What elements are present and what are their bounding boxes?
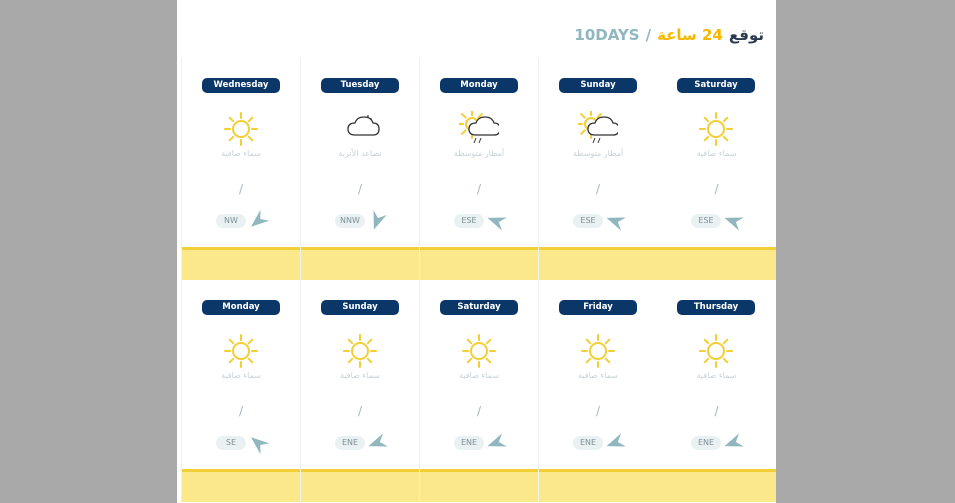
day-card-footer: [301, 247, 419, 280]
wind-direction: ESE: [454, 214, 484, 228]
temperature-separator: /: [714, 182, 719, 196]
wind-arrow-icon: [603, 210, 627, 232]
day-card-body: [420, 280, 538, 470]
wind-info: [335, 210, 395, 232]
day-card-body: [657, 58, 776, 248]
day-card-body: [539, 280, 657, 470]
wind-info: [216, 432, 276, 454]
sun-icon: [696, 333, 736, 369]
day-label: Wednesday: [202, 78, 280, 93]
day-card-footer: [182, 469, 300, 502]
wind-info: [335, 432, 395, 454]
condition-text: سماء صافية: [459, 371, 499, 380]
day-label: Saturday: [440, 300, 518, 315]
sun-cloud-rain-icon: [459, 111, 499, 147]
wind-direction: ENE: [335, 436, 365, 450]
wind-arrow-icon: [246, 432, 270, 454]
wind-arrow-icon: [721, 210, 745, 232]
forecast-row: [177, 58, 776, 280]
wind-arrow-icon: [484, 210, 508, 232]
day-label: Friday: [559, 300, 637, 315]
wind-direction: ENE: [573, 436, 603, 450]
day-card[interactable]: [657, 58, 776, 280]
wind-direction: NW: [216, 214, 246, 228]
day-card-footer: [657, 469, 776, 502]
wind-direction: ENE: [454, 436, 484, 450]
day-card[interactable]: [538, 58, 657, 280]
tab-24-hours[interactable]: 24 ساعة: [657, 26, 723, 44]
day-card[interactable]: [181, 58, 300, 280]
day-card-body: [182, 280, 300, 470]
sun-icon: [459, 333, 499, 369]
day-label: Tuesday: [321, 78, 399, 93]
sun-icon: [578, 333, 618, 369]
forecast-row: [177, 280, 776, 502]
day-label: Thursday: [677, 300, 755, 315]
day-label: Saturday: [677, 78, 755, 93]
sun-cloud-rain-icon: [578, 111, 618, 147]
wind-direction: ENE: [691, 436, 721, 450]
temperature-separator: /: [714, 404, 719, 418]
wind-info: [691, 210, 751, 232]
wind-direction: ESE: [691, 214, 721, 228]
condition-text: سماء صافية: [696, 149, 737, 158]
sun-icon: [340, 333, 380, 369]
temperature-separator: /: [238, 404, 244, 418]
day-card-footer: [301, 469, 419, 502]
day-card-footer: [539, 247, 657, 280]
wind-info: [691, 432, 751, 454]
condition-text: سماء صافية: [696, 371, 737, 380]
day-card[interactable]: [657, 280, 776, 502]
wind-arrow-icon: [246, 210, 270, 232]
day-label: Monday: [202, 300, 280, 315]
forecast-header: [574, 24, 764, 46]
condition-text: سماء صافية: [578, 371, 618, 380]
temperature-separator: /: [357, 404, 363, 418]
sun-icon: [696, 111, 736, 147]
sun-icon: [221, 333, 261, 369]
day-card-body: [301, 280, 419, 470]
wind-info: [573, 432, 633, 454]
temperature-separator: /: [238, 182, 244, 196]
wind-arrow-icon: [365, 432, 389, 454]
sun-icon: [221, 111, 261, 147]
day-card-body: [420, 58, 538, 248]
condition-text: سماء صافية: [221, 371, 261, 380]
day-card-footer: [182, 247, 300, 280]
day-card[interactable]: [538, 280, 657, 502]
day-card-body: [539, 58, 657, 248]
temperature-separator: /: [357, 182, 363, 196]
wind-info: [454, 210, 514, 232]
day-card-body: [657, 280, 776, 470]
wind-arrow-icon: [484, 432, 508, 454]
condition-text: أمطار متوسطة: [572, 149, 624, 158]
day-card[interactable]: [419, 280, 538, 502]
condition-text: سماء صافية: [340, 371, 380, 380]
day-card-body: [182, 58, 300, 248]
wind-arrow-icon: [365, 210, 389, 232]
wind-arrow-icon: [603, 432, 627, 454]
temperature-separator: /: [595, 404, 601, 418]
wind-info: [454, 432, 514, 454]
forecast-grid: [177, 58, 776, 502]
cloud-icon: [340, 111, 380, 147]
wind-direction: SE: [216, 436, 246, 450]
day-card-footer: [657, 247, 776, 280]
temperature-separator: /: [476, 404, 482, 418]
wind-direction: ESE: [573, 214, 603, 228]
wind-info: [573, 210, 633, 232]
condition-text: سماء صافية: [221, 149, 261, 158]
condition-text: أمطار متوسطة: [453, 149, 505, 158]
wind-arrow-icon: [721, 432, 745, 454]
day-card[interactable]: [300, 280, 419, 502]
header-separator: /: [645, 26, 652, 44]
day-card-footer: [539, 469, 657, 502]
day-card[interactable]: [419, 58, 538, 280]
header-forecast-label: توقع: [728, 26, 764, 44]
day-card[interactable]: [300, 58, 419, 280]
day-card-footer: [420, 247, 538, 280]
forecast-panel: [177, 0, 776, 503]
condition-text: تصاعد الأتربة: [338, 149, 382, 158]
day-card-body: [301, 58, 419, 248]
day-label: Sunday: [559, 78, 637, 93]
day-card-footer: [420, 469, 538, 502]
temperature-separator: /: [476, 182, 482, 196]
temperature-separator: /: [595, 182, 601, 196]
wind-direction: NNW: [335, 214, 365, 228]
tab-10-days[interactable]: 10DAYS: [574, 26, 640, 44]
day-label: Sunday: [321, 300, 399, 315]
day-label: Monday: [440, 78, 518, 93]
day-card[interactable]: [181, 280, 300, 502]
wind-info: [216, 210, 276, 232]
